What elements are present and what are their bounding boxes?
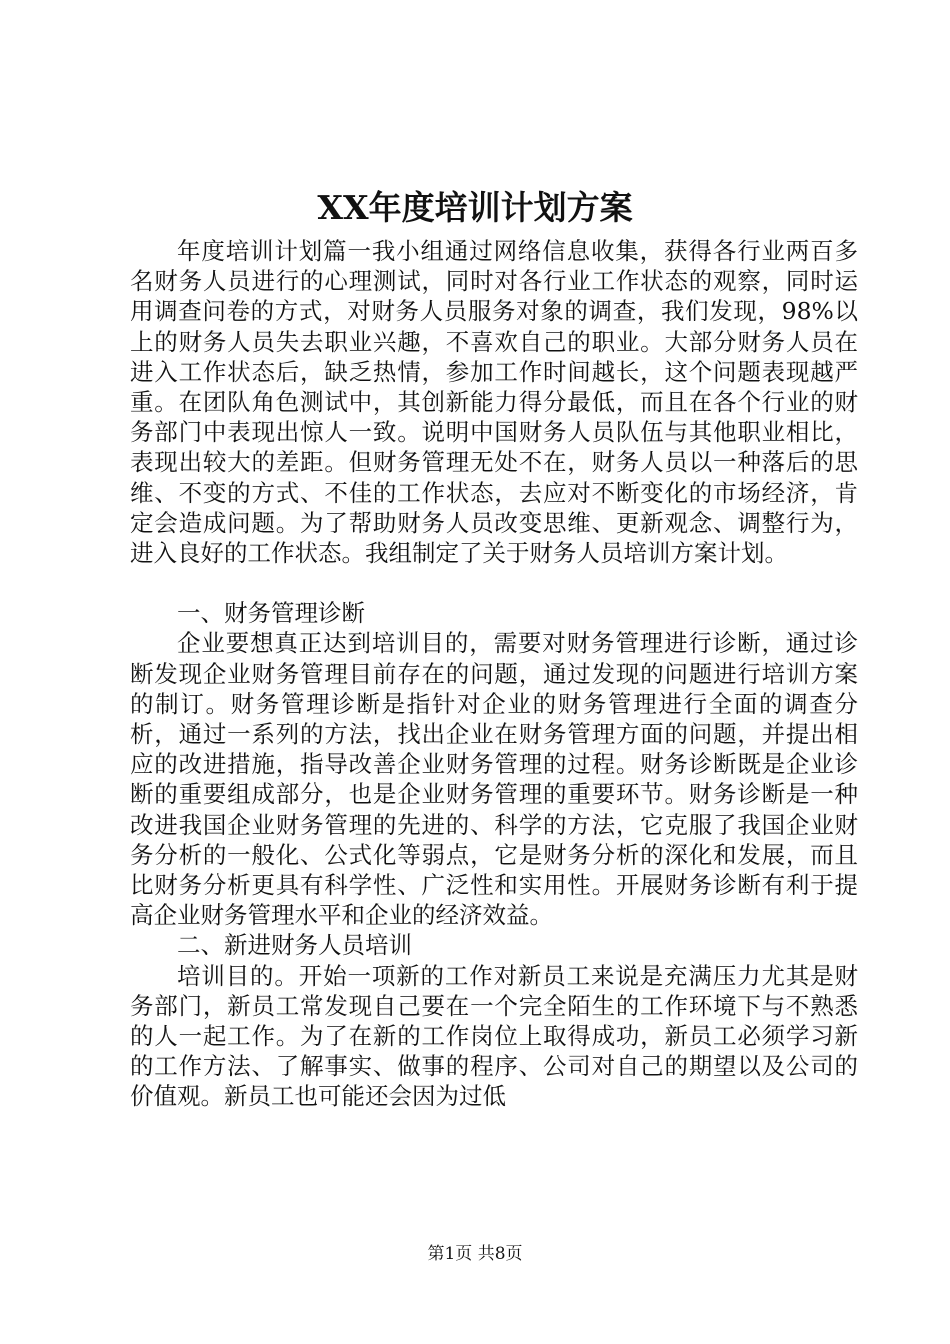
page-footer: 第1页 共8页: [427, 1244, 523, 1264]
section1-heading: 一、财务管理诊断: [177, 599, 365, 628]
section1-paragraph: 企业要想真正达到培训目的，需要对财务管理进行诊断，通过诊断发现企业财务管理目前存在的问题，通过发现的问题进行培训方案的制订。财务管理诊断是指针对企业的财务管理进行全面的调查分析，通过一系列的方法，找出企业在财务管理方面的问题，并提出相应的改进措施，指导改善企业财务管理的过程。财务诊断既是企业诊断的重要组成部分，也是企业财务管理的重要环节。财务诊断是一种改进我国企业财务管理的先进的、科学的方法，它克服了我国企业财务分析的一般化、公式化等弱点，它是财务分析的深化和发展，而且比财务分析更具有科学性、广泛性和实用性。开展财务诊断有利于提高企业财务管理水平和企业的经济效益。: [130, 629, 858, 930]
document-body: [130, 236, 858, 1112]
section2-paragraph: 培训目的。开始一项新的工作对新员工来说是充满压力尤其是财务部门，新员工常发现自己要在一个完全陌生的工作环境下与不熟悉的人一起工作。为了在新的工作岗位上取得成功，新员工必须学习新的工作方法、了解事实、做事的程序、公司对自己的期望以及公司的价值观。新员工也可能还会因为过低: [130, 961, 858, 1111]
paragraph-spacer: [130, 568, 858, 598]
intro-paragraph: 年度培训计划篇一我小组通过网络信息收集，获得各行业两百多名财务人员进行的心理测试，同时对各行业工作状态的观察，同时运用调查问卷的方式，对财务人员服务对象的调查，我们发现，98%以上的财务人员失去职业兴趣，不喜欢自己的职业。大部分财务人员在进入工作状态后，缺乏热情，参加工作时间越长，这个问题表现越严重。在团队角色测试中，其创新能力得分最低，而且在各个行业的财务部门中表现出惊人一致。说明中国财务人员队伍与其他职业相比，表现出较大的差距。但财务管理无处不在，财务人员以一种落后的思维、不变的方式、不佳的工作状态，去应对不断变化的市场经济，肯定会造成问题。为了帮助财务人员改变思维、更新观念、调整行为，进入良好的工作状态。我组制定了关于财务人员培训方案计划。: [130, 237, 858, 568]
document-title: XX年度培训计划方案: [317, 188, 633, 227]
section2-heading: 二、新进财务人员培训: [177, 931, 412, 960]
